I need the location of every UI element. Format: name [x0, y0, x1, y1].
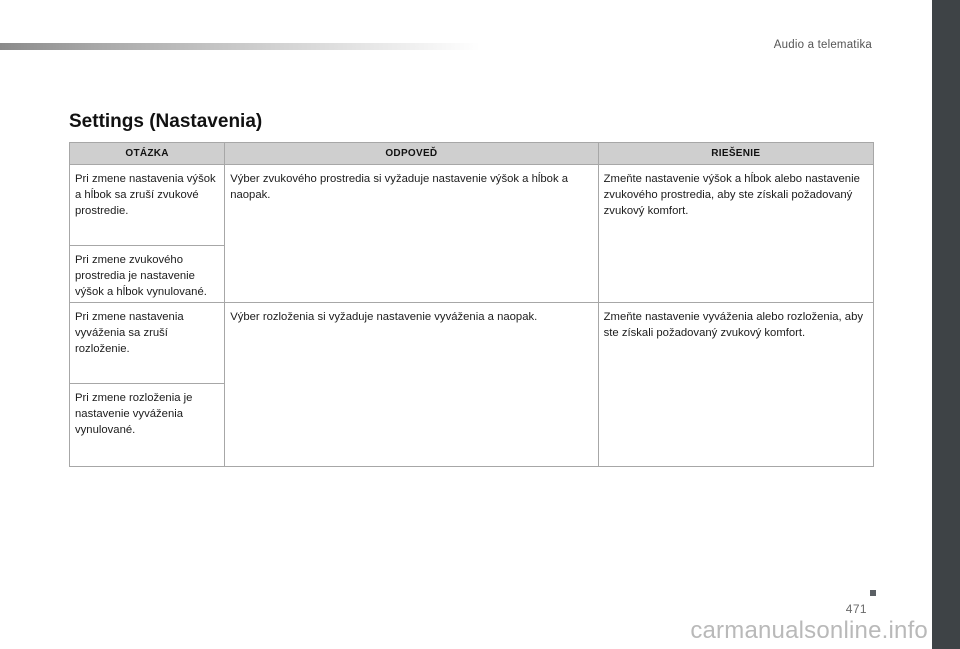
- question-cell: Pri zmene rozloženia je nastavenie vyváženia vynulované.: [70, 384, 225, 467]
- page-marker-square: [870, 590, 876, 596]
- column-header-solution: RIEŠENIE: [598, 143, 873, 165]
- question-cell: Pri zmene nastavenia výšok a hĺbok sa zruší zvukové prostredie.: [70, 165, 225, 246]
- column-header-answer: ODPOVEĎ: [225, 143, 598, 165]
- table-header-row: [70, 143, 874, 165]
- solution-cell: Zmeňte nastavenie vyváženia alebo rozloženia, aby ste získali požadovaný zvukový komfort.: [598, 303, 873, 467]
- column-header-question: OTÁZKA: [70, 143, 225, 165]
- section-title: Audio a telematika: [773, 39, 872, 51]
- page-number: 471: [845, 602, 867, 616]
- answer-cell: Výber zvukového prostredia si vyžaduje nastavenie výšok a hĺbok a naopak.: [225, 165, 598, 303]
- troubleshooting-table: [69, 142, 874, 467]
- watermark: carmanualsonline.info: [690, 617, 928, 644]
- answer-cell: Výber rozloženia si vyžaduje nastavenie vyváženia a naopak.: [225, 303, 598, 467]
- table-row: [70, 165, 874, 246]
- header-gradient-bar: [0, 43, 480, 50]
- question-cell: Pri zmene zvukového prostredia je nastavenie výšok a hĺbok vynulované.: [70, 246, 225, 303]
- question-cell: Pri zmene nastavenia vyváženia sa zruší rozloženie.: [70, 303, 225, 384]
- page-title: Settings (Nastavenia): [69, 111, 263, 132]
- table-row: [70, 303, 874, 384]
- solution-cell: Zmeňte nastavenie výšok a hĺbok alebo nastavenie zvukového prostredia, aby ste získali požadovaný zvukový komfort.: [598, 165, 873, 303]
- chapter-side-strip: [932, 0, 960, 649]
